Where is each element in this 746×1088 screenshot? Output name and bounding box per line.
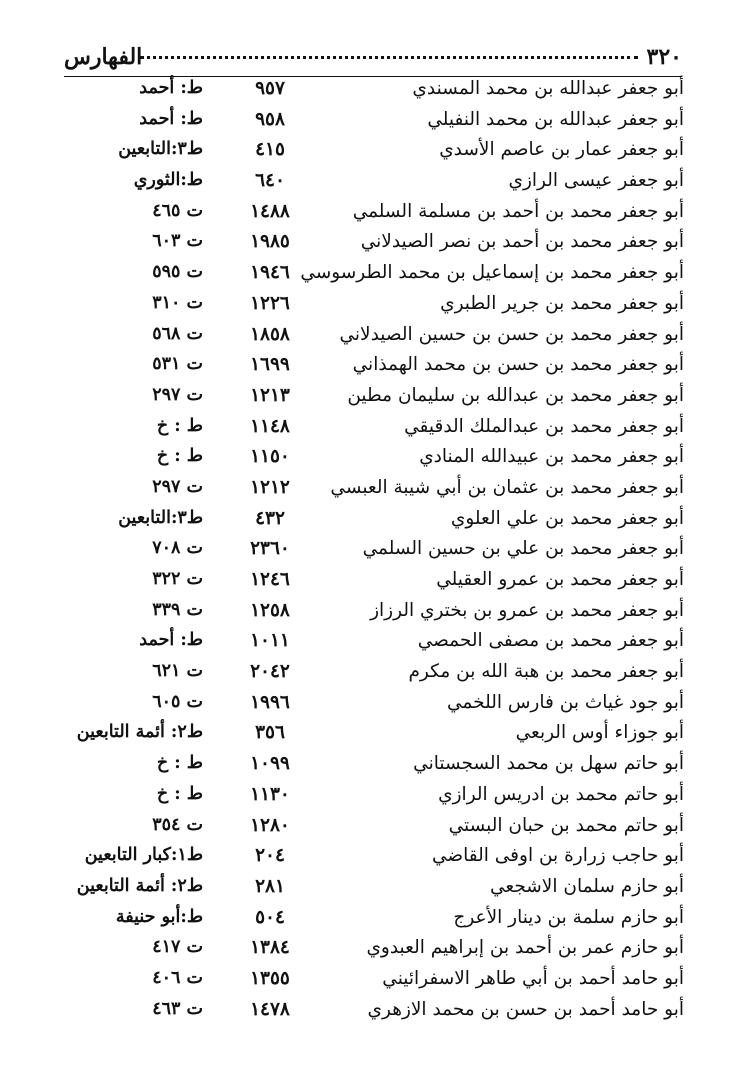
index-entry bbox=[0, 351, 746, 382]
entry-name: أبو حاتم محمد بن ادريس الرازي bbox=[438, 783, 684, 805]
entry-number: ٢٣٦٠ bbox=[250, 538, 290, 560]
entry-number: ١٢١٢ bbox=[250, 476, 290, 498]
index-entry bbox=[0, 167, 746, 198]
entry-number: ١١٥٠ bbox=[250, 446, 290, 468]
index-entry bbox=[0, 812, 746, 843]
entry-name: أبو جعفر محمد بن عثمان بن أبي شيبة العبسي bbox=[330, 476, 684, 498]
entry-name: أبو جعفر عبدالله بن محمد المسندي bbox=[412, 78, 684, 99]
entry-reference: ط١:كبار التابعين bbox=[84, 845, 203, 866]
entry-number: ٦٤٠ bbox=[255, 170, 285, 192]
entry-name: أبو حامد أحمد بن حسن بن محمد الازهري bbox=[367, 998, 684, 1020]
entry-reference: ط٢: أئمة التابعين bbox=[76, 875, 203, 896]
entry-reference: ت ٦٠٣ bbox=[152, 231, 203, 252]
entry-number: ٢٠٤٢ bbox=[250, 661, 290, 683]
index-entry bbox=[0, 904, 746, 935]
entry-name: أبو جعفر محمد بن علي العلوي bbox=[450, 507, 684, 529]
entry-number: ١٤٧٨ bbox=[250, 998, 290, 1020]
entry-reference: ط : خ bbox=[156, 415, 203, 436]
index-entry bbox=[0, 321, 746, 352]
page-header bbox=[64, 40, 682, 77]
entry-reference: ت ٤٠٦ bbox=[152, 967, 203, 988]
entry-name: أبو جعفر محمد بن عبدالله بن سليمان مطين bbox=[347, 384, 684, 406]
index-entry bbox=[0, 136, 746, 167]
entry-reference: ط : خ bbox=[156, 446, 203, 467]
entry-reference: ط: أحمد bbox=[139, 78, 203, 98]
index-entry bbox=[0, 996, 746, 1027]
entry-reference: ت ٢٩٧ bbox=[152, 384, 203, 405]
entry-number: ٥٠٤ bbox=[255, 906, 285, 928]
entry-name: أبو جعفر محمد بن إسماعيل بن محمد الطرسوسي bbox=[300, 262, 684, 284]
index-entry bbox=[0, 106, 746, 137]
index-entry bbox=[0, 382, 746, 413]
entry-name: أبو جعفر محمد بن جرير الطبري bbox=[440, 292, 684, 314]
entry-reference: ط:أبو حنيفة bbox=[115, 906, 203, 927]
entry-name: أبو جعفر عبدالله بن محمد النفيلي bbox=[427, 108, 684, 130]
entry-number: ٢٨١ bbox=[255, 875, 285, 897]
index-entry bbox=[0, 658, 746, 689]
entry-name: أبو جعفر محمد بن حسن بن حسين الصيدلاني bbox=[339, 323, 684, 345]
index-entry bbox=[0, 505, 746, 536]
entry-reference: ط٣:التابعين bbox=[118, 139, 203, 160]
index-entry bbox=[0, 965, 746, 996]
entry-reference: ت ٥٩٥ bbox=[152, 262, 203, 283]
entry-name: أبو حاتم محمد بن حبان البستي bbox=[448, 814, 684, 836]
entry-reference: ط٣:التابعين bbox=[118, 507, 203, 528]
entry-name: أبو حازم عمر بن أحمد بن إبراهيم العبدوي bbox=[366, 937, 684, 959]
entry-reference: ت ٣٣٩ bbox=[152, 599, 203, 620]
index-entry bbox=[0, 443, 746, 474]
entry-reference: ت ٤٦٣ bbox=[152, 998, 203, 1019]
entry-name: أبو حاتم سهل بن محمد السجستاني bbox=[413, 753, 684, 775]
index-entry bbox=[0, 781, 746, 812]
entry-reference: ط : خ bbox=[156, 783, 203, 804]
entry-number: ١٢٢٦ bbox=[250, 292, 290, 314]
index-entry bbox=[0, 413, 746, 444]
entry-number: ١٢٥٨ bbox=[250, 599, 290, 621]
entry-number: ٩٥٨ bbox=[255, 108, 285, 130]
section-title: الفهارس bbox=[64, 44, 143, 70]
entry-number: ٩٥٧ bbox=[255, 78, 285, 99]
entry-reference: ط: أحمد bbox=[139, 630, 203, 651]
entry-name: أبو جعفر محمد بن أحمد بن مسلمة السلمي bbox=[352, 200, 684, 222]
entry-number: ١١٣٠ bbox=[250, 783, 290, 805]
entry-name: أبو جعفر محمد بن هبة الله بن مكرم bbox=[408, 661, 684, 683]
index-entry bbox=[0, 290, 746, 321]
entry-reference: ت ٥٣١ bbox=[152, 354, 203, 375]
entry-reference: ت ٤٦٥ bbox=[152, 200, 203, 221]
entry-reference: ت ٥٦٨ bbox=[152, 323, 203, 344]
page-number: ٣٢٠ bbox=[646, 44, 682, 70]
index-list bbox=[0, 75, 746, 1026]
index-entry bbox=[0, 842, 746, 873]
entry-name: أبو جعفر محمد بن عبيدالله المنادي bbox=[419, 446, 684, 468]
entry-number: ١٢٨٠ bbox=[250, 814, 290, 836]
entry-number: ١٩٩٦ bbox=[250, 691, 290, 713]
entry-name: أبو حازم سلمة بن دينار الأعرج bbox=[453, 906, 684, 928]
entry-name: أبو جود غياث بن فارس اللخمي bbox=[447, 691, 684, 713]
entry-number: ١٨٥٨ bbox=[250, 323, 290, 345]
entry-number: ٤٣٢ bbox=[255, 507, 285, 529]
entry-name: أبو جوزاء أوس الربعي bbox=[515, 722, 684, 744]
index-entry bbox=[0, 566, 746, 597]
entry-number: ١٣٨٤ bbox=[250, 937, 290, 959]
entry-number: ١١٤٨ bbox=[250, 415, 290, 437]
entry-name: أبو حاجب زرارة بن اوفى القاضي bbox=[431, 845, 684, 867]
entry-name: أبو جعفر محمد بن عمرو بن بختري الرزاز bbox=[370, 599, 684, 621]
entry-reference: ت ٦٢١ bbox=[152, 661, 203, 682]
entry-name: أبو جعفر عمار بن عاصم الأسدي bbox=[439, 139, 684, 161]
entry-name: أبو جعفر عيسى الرازي bbox=[508, 170, 684, 192]
entry-reference: ت ٢٩٧ bbox=[152, 476, 203, 497]
index-entry bbox=[0, 198, 746, 229]
entry-reference: ط : خ bbox=[156, 753, 203, 774]
entry-name: أبو جعفر محمد بن مصفى الحمصي bbox=[417, 630, 684, 652]
entry-number: ١٩٨٥ bbox=[250, 231, 290, 253]
entry-number: ١٣٥٥ bbox=[250, 967, 290, 989]
entry-name: أبو جعفر محمد بن أحمد بن نصر الصيدلاني bbox=[360, 231, 684, 253]
entry-reference: ت ٣٢٢ bbox=[152, 569, 203, 589]
entry-number: ١٠١١ bbox=[250, 630, 290, 652]
entry-reference: ت ٦٠٥ bbox=[152, 691, 203, 712]
entry-name: أبو حازم سلمان الاشجعي bbox=[490, 875, 684, 897]
index-entry bbox=[0, 75, 746, 106]
entry-number: ٤١٥ bbox=[255, 139, 285, 161]
index-entry bbox=[0, 228, 746, 259]
index-entry bbox=[0, 719, 746, 750]
index-entry bbox=[0, 259, 746, 290]
entry-number: ١٤٨٨ bbox=[250, 200, 290, 222]
leader-dots bbox=[140, 56, 638, 59]
entry-reference: ت ٧٠٨ bbox=[152, 538, 203, 559]
entry-name: أبو حامد أحمد بن أبي طاهر الاسفرائيني bbox=[382, 967, 684, 989]
entry-name: أبو جعفر محمد بن علي بن حسين السلمي bbox=[362, 538, 684, 560]
entry-name: أبو جعفر محمد بن عبدالملك الدقيقي bbox=[404, 415, 684, 437]
index-entry bbox=[0, 474, 746, 505]
entry-reference: ط٢: أئمة التابعين bbox=[76, 722, 203, 743]
index-entry bbox=[0, 535, 746, 566]
entry-reference: ت ٤١٧ bbox=[152, 937, 203, 958]
entry-reference: ت ٣٥٤ bbox=[152, 814, 203, 835]
entry-number: ١٠٩٩ bbox=[250, 753, 290, 775]
entry-reference: ت ٣١٠ bbox=[152, 292, 203, 313]
entry-reference: ط:الثوري bbox=[133, 170, 203, 191]
entry-number: ٢٠٤ bbox=[255, 845, 285, 867]
index-entry bbox=[0, 597, 746, 628]
entry-number: ١٩٤٦ bbox=[250, 262, 290, 284]
index-entry bbox=[0, 934, 746, 965]
index-entry bbox=[0, 873, 746, 904]
entry-number: ١٦٩٩ bbox=[250, 354, 290, 376]
entry-number: ٣٥٦ bbox=[255, 722, 285, 744]
index-entry bbox=[0, 627, 746, 658]
entry-name: أبو جعفر محمد بن عمرو العقيلي bbox=[436, 569, 684, 590]
index-entry bbox=[0, 689, 746, 720]
entry-number: ١٢١٣ bbox=[250, 384, 290, 406]
index-entry bbox=[0, 750, 746, 781]
entry-number: ١٢٤٦ bbox=[250, 569, 290, 590]
entry-name: أبو جعفر محمد بن حسن بن محمد الهمذاني bbox=[352, 354, 684, 376]
entry-reference: ط: أحمد bbox=[139, 108, 203, 129]
